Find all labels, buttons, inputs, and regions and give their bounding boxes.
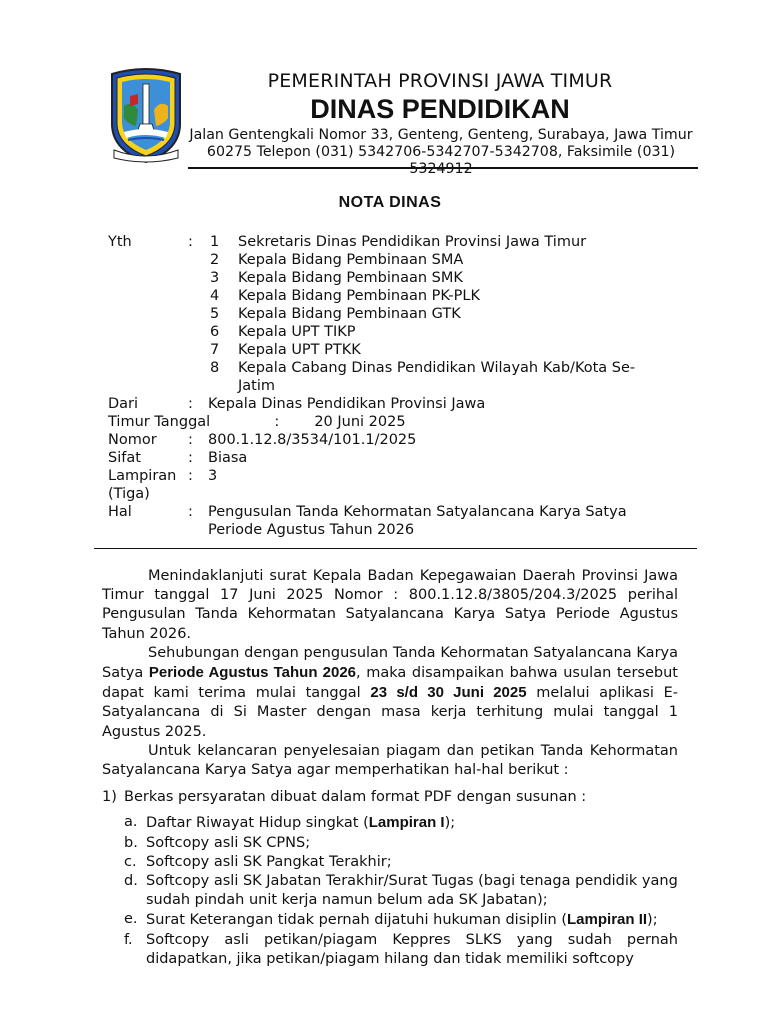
- list-item: 8 Kepala Cabang Dinas Pendidikan Wilayah Kab/Kota Se-Jatim: [210, 360, 636, 394]
- list-item: 3 Kepala Bidang Pembinaan SMK: [210, 270, 463, 286]
- address-line-1: Jalan Gentengkali Nomor 33, Genteng, Genteng, Surabaya, Jawa Timur: [189, 127, 693, 143]
- document-title: NOTA DINAS: [338, 194, 442, 211]
- paragraph-1: Menindaklanjuti surat Kepala Badan Kepegawaian Daerah Provinsi Jawa Timur tanggal 17 Juni 2025 Nomor : 800.1.12.8/3805/204.3/2025 perihal Pengusulan Tanda Kehormatan Satyalancana Karya Satya Periode Agustus Tahun 2026.: [102, 568, 678, 642]
- meta-divider: [94, 548, 697, 549]
- paragraph-2: Sehubungan dengan pengusulan Tanda Kehormatan Satyalancana Karya Satya Periode Agustus Tahun 2026, maka disampaikan bahwa usulan tersebut dapat kami terima mulai tanggal 23 s/d 30 Juni 2025 melalui aplikasi E- Satyalancana di Si Master dengan masa kerja terhitung mulai tanggal 1 Agustus 2025.: [102, 644, 678, 740]
- paragraph-3: Untuk kelancaran penyelesaian piagam dan petikan Tanda Kehormatan Satyalancana Karya Satya agar memperhatikan hal-hal berikut :: [102, 742, 678, 779]
- east-java-coat-of-arms-logo: [108, 66, 184, 164]
- list-item: 1) Berkas persyaratan dibuat dalam format PDF dengan susunan :: [102, 789, 587, 806]
- letterhead-address: [186, 127, 696, 177]
- recipient-list: [210, 233, 680, 395]
- recipient-label: Yth: [108, 234, 132, 250]
- memo-body: [102, 567, 678, 969]
- address-line-2: 60275 Telepon (031) 5342706-5342707-5342708, Faksimile (031): [206, 144, 676, 160]
- list-item: 4 Kepala Bidang Pembinaan PK-PLK: [210, 288, 480, 304]
- letterhead-divider: [188, 167, 698, 169]
- list-item: c. Softcopy asli SK Pangkat Terakhir;: [124, 853, 392, 870]
- list-item: 1 Sekretaris Dinas Pendidikan Provinsi Jawa Timur: [210, 234, 587, 250]
- list-item: b. Softcopy asli SK CPNS;: [124, 834, 311, 851]
- government-title: PEMERINTAH PROVINSI JAWA TIMUR: [267, 70, 613, 92]
- list-item: 5 Kepala Bidang Pembinaan GTK: [210, 306, 461, 322]
- recipient-colon: :: [188, 234, 193, 250]
- list-item: e. Surat Keterangan tidak pernah dijatuhi hukuman disiplin (Lampiran II);: [124, 911, 658, 929]
- list-item: 2 Kepala Bidang Pembinaan SMA: [210, 252, 464, 268]
- list-item: a. Daftar Riwayat Hidup singkat (Lampiran I);: [124, 814, 456, 832]
- requirements-sublist: [124, 813, 678, 969]
- meta-row-nature: Sifat : Biasa: [108, 450, 248, 466]
- list-item: d. Softcopy asli SK Jabatan Terakhir/Surat Tugas (bagi tenaga pendidik yang sudah pindah unit kerja namun belum ada SK Jabatan);: [124, 873, 678, 909]
- list-item: 6 Kepala UPT TIKP: [210, 324, 356, 340]
- address-line-3: 5324912: [409, 161, 473, 177]
- agency-title: DINAS PENDIDIKAN: [310, 94, 570, 124]
- meta-row-date: Timur Tanggal : 20 Juni 2025: [108, 414, 406, 430]
- meta-row-attachment: Lampiran : 3: [108, 468, 218, 484]
- meta-row-subject: Hal : Pengusulan Tanda Kehormatan Satyalancana Karya Satya Periode Agustus Tahun 2026: [108, 504, 627, 538]
- meta-row-attachment-wrap: (Tiga): [108, 486, 150, 502]
- meta-row-from: Dari : Kepala Dinas Pendidikan Provinsi Jawa: [108, 396, 486, 412]
- list-item: f. Softcopy asli petikan/piagam Keppres SLKS yang sudah pernah didapatkan, jika petikan/piagam hilang dan tidak memiliki softcopy: [124, 931, 678, 967]
- list-item: 7 Kepala UPT PTKK: [210, 342, 361, 358]
- meta-row-number: Nomor : 800.1.12.8/3534/101.1/2025: [108, 432, 417, 448]
- memo-metadata: [108, 395, 698, 539]
